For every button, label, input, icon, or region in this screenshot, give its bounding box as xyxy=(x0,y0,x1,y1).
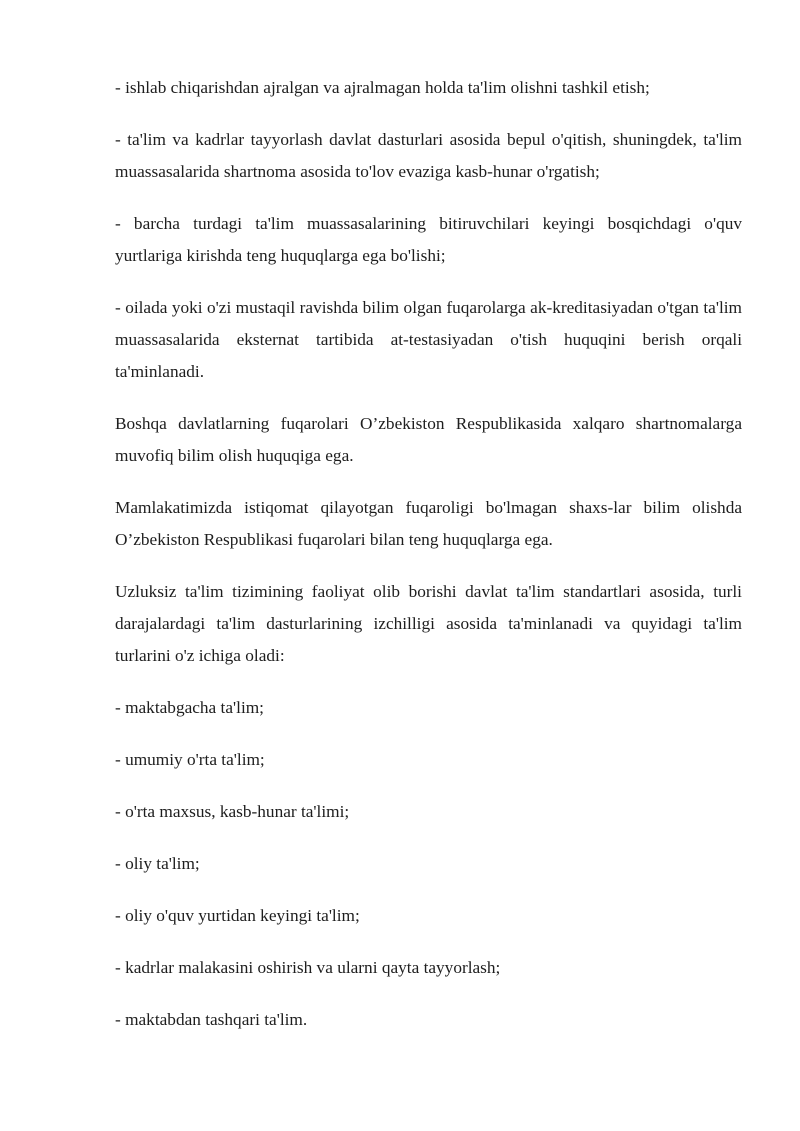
list-item: - maktabdan tashqari ta'lim. xyxy=(115,1010,308,1029)
list-item: - umumiy o'rta ta'lim; xyxy=(115,750,265,769)
list-item: - oliy ta'lim; xyxy=(115,854,200,873)
paragraph-foreign-citizens: Boshqa davlatlarning fuqarolari O’zbekiston Respublikasida xalqaro shartnomalarga muvofiq bilim olish huquqiga ega. xyxy=(115,414,742,465)
paragraph-free-education: - ta'lim va kadrlar tayyorlash davlat dasturlari asosida bepul o'qitish, shuningdek, ta'lim muassasalarida shartnoma asosida to'lov evaziga kasb-hunar o'rgatish; xyxy=(115,130,742,181)
list-item: - kadrlar malakasini oshirish va ularni qayta tayyorlash; xyxy=(115,958,501,977)
paragraph-external-attestation: - oilada yoki o'zi mustaqil ravishda bilim olgan fuqarolarga ak-kreditasiyadan o'tgan ta'lim muassasalarida eksternat tartibida at-testasiyadan o'tish huquqini berish orqali ta'minlanadi. xyxy=(115,298,742,381)
list-item: - o'rta maxsus, kasb-hunar ta'limi; xyxy=(115,802,350,821)
list-item: - oliy o'quv yurtidan keyingi ta'lim; xyxy=(115,906,360,925)
document-body xyxy=(115,72,742,1056)
paragraph-continuous-education: Uzluksiz ta'lim tizimining faoliyat olib borishi davlat ta'lim standartlari asosida, turli darajalardagi ta'lim dasturlarining izchilligi asosida ta'minlanadi va quyidagi ta'lim turlarini o'z ichiga oladi: xyxy=(115,582,742,665)
paragraph-graduates-rights: - barcha turdagi ta'lim muassasalarining bitiruvchilari keyingi bosqichdagi o'quv yurtlariga kirishda teng huquqlarga ega bo'lishi; xyxy=(115,214,742,265)
list-item: - maktabgacha ta'lim; xyxy=(115,698,264,717)
paragraph-production-education: - ishlab chiqarishdan ajralgan va ajralmagan holda ta'lim olishni tashkil etish; xyxy=(115,78,650,97)
paragraph-stateless-persons: Mamlakatimizda istiqomat qilayotgan fuqaroligi bo'lmagan shaxs-lar bilim olishda O’zbekiston Respublikasi fuqarolari bilan teng huquqlarga ega. xyxy=(115,498,742,549)
